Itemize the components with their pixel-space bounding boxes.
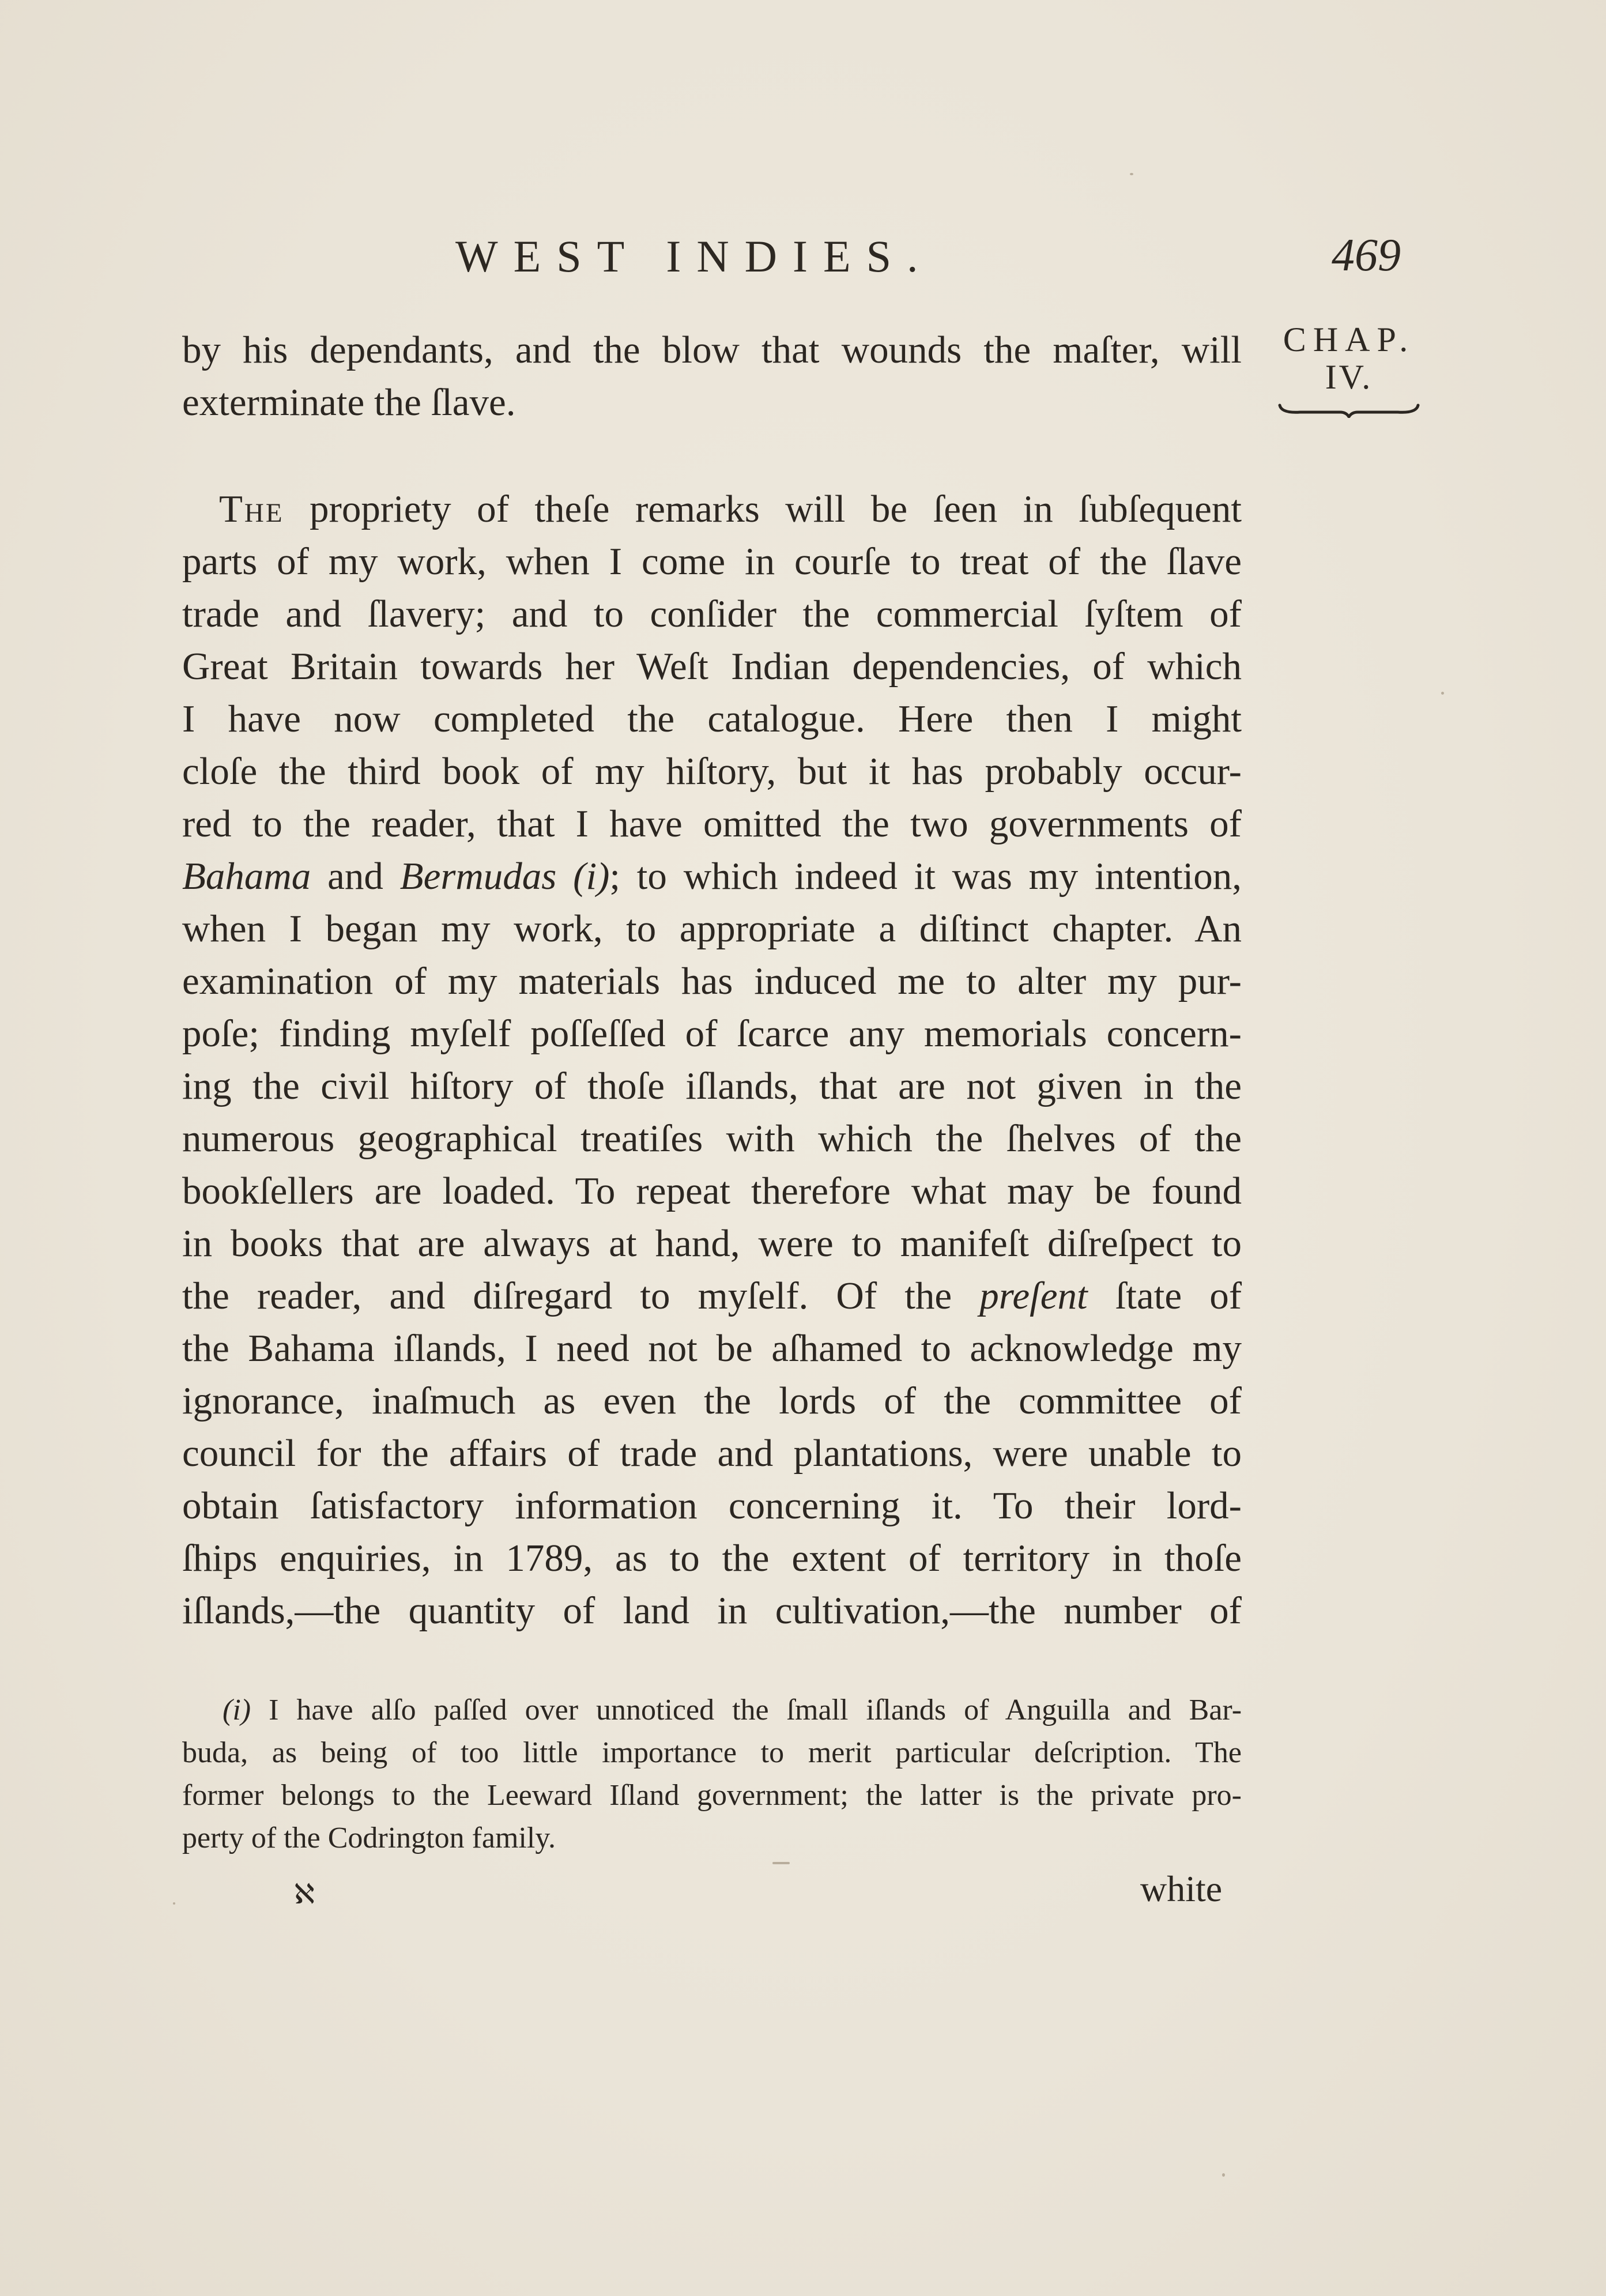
footnote-line: former belongs to the Leeward Iſland government; the latter is the private pro- bbox=[182, 1779, 1242, 1812]
italic-bahama: Bahama bbox=[182, 855, 311, 898]
text-line: I have now completed the catalogue. Here then I might bbox=[182, 698, 1242, 740]
text-line: parts of my work, when I come in courſe to treat of the ſlave bbox=[182, 540, 1242, 583]
text-line: poſe; finding myſelf poſſeſſed of ſcarce any memorials concern- bbox=[182, 1012, 1242, 1055]
footnote-line: buda, as being of too little importance to merit particular deſcription. The bbox=[182, 1736, 1242, 1769]
text-line: the Bahama iſlands, I need not be aſhamed to acknowledge my bbox=[182, 1327, 1242, 1370]
text-line: ignorance, inaſmuch as even the lords of the committee of bbox=[182, 1379, 1242, 1422]
paper-speck bbox=[772, 1862, 790, 1864]
footnote-line: perty of the Codrington family. bbox=[182, 1822, 556, 1854]
text-line: Great Britain towards her Weſt Indian dependencies, of which bbox=[182, 645, 1242, 688]
chapter-number: IV. bbox=[1325, 358, 1373, 396]
text-line: The propriety of theſe remarks will be ſeen in ſubſequent bbox=[219, 488, 1242, 530]
running-title: WEST INDIES. bbox=[455, 231, 934, 281]
chapter-label: CHAP. bbox=[1283, 321, 1415, 359]
paper-speck bbox=[1130, 173, 1133, 175]
footnote-marker: (i) bbox=[223, 1694, 251, 1726]
text-line: the reader, and diſregard to myſelf. Of the preſent ſtate of bbox=[182, 1275, 1242, 1317]
text-line: obtain ſatisfactory information concerning it. To their lord- bbox=[182, 1484, 1242, 1527]
main-paragraph bbox=[182, 483, 1242, 1637]
page-number: 469 bbox=[1332, 230, 1401, 281]
text-line: trade and ſlavery; and to conſider the commercial ſyſtem of bbox=[182, 593, 1242, 635]
paper-speck bbox=[173, 1902, 175, 1905]
footnote bbox=[182, 1689, 1242, 1860]
text-line: Bahama and Bermudas (i); to which indeed it was my intention, bbox=[182, 855, 1242, 898]
text-line: iſlands,—the quantity of land in cultivation,—the number of bbox=[182, 1589, 1242, 1632]
text-line: bookſellers are loaded. To repeat therefore what may be found bbox=[182, 1170, 1242, 1212]
text-line: cloſe the third book of my hiſtory, but it has probably occur- bbox=[182, 750, 1242, 793]
text-line: when I began my work, to appropriate a diſtinct chapter. An bbox=[182, 907, 1242, 950]
paper-speck bbox=[1222, 2173, 1225, 2177]
paper-speck bbox=[1441, 692, 1444, 695]
catchword: white bbox=[1140, 1868, 1223, 1909]
text-line: in books that are always at hand, were to manifeſt diſreſpect to bbox=[182, 1222, 1242, 1265]
chapter-margin-note bbox=[1268, 320, 1430, 418]
text-line: ſhips enquiries, in 1789, as to the extent of territory in thoſe bbox=[182, 1537, 1242, 1579]
italic-present: preſent bbox=[979, 1275, 1088, 1317]
text-line: by his dependants, and the blow that wounds the maſter, will bbox=[182, 329, 1242, 371]
text-line: numerous geographical treatiſes with which the ſhelves of the bbox=[182, 1117, 1242, 1160]
signature-mark: ℵ bbox=[294, 1879, 315, 1910]
text-line: exterminate the ſlave. bbox=[182, 381, 516, 424]
brace-icon bbox=[1277, 401, 1421, 418]
italic-bermudas: Bermudas (i) bbox=[399, 855, 610, 898]
text-line: red to the reader, that I have omitted the two governments of bbox=[182, 802, 1242, 845]
paragraph-continuation bbox=[182, 324, 1242, 429]
lead-word: The bbox=[219, 488, 284, 530]
text-line: ing the civil hiſtory of thoſe iſlands, that are not given in the bbox=[182, 1065, 1242, 1107]
footnote-line: (i) I have alſo paſſed over unnoticed the ſmall iſlands of Anguilla and Bar- bbox=[223, 1694, 1242, 1726]
text-line: examination of my materials has induced me to alter my pur- bbox=[182, 960, 1242, 1002]
text-line: council for the affairs of trade and plantations, were unable to bbox=[182, 1432, 1242, 1475]
